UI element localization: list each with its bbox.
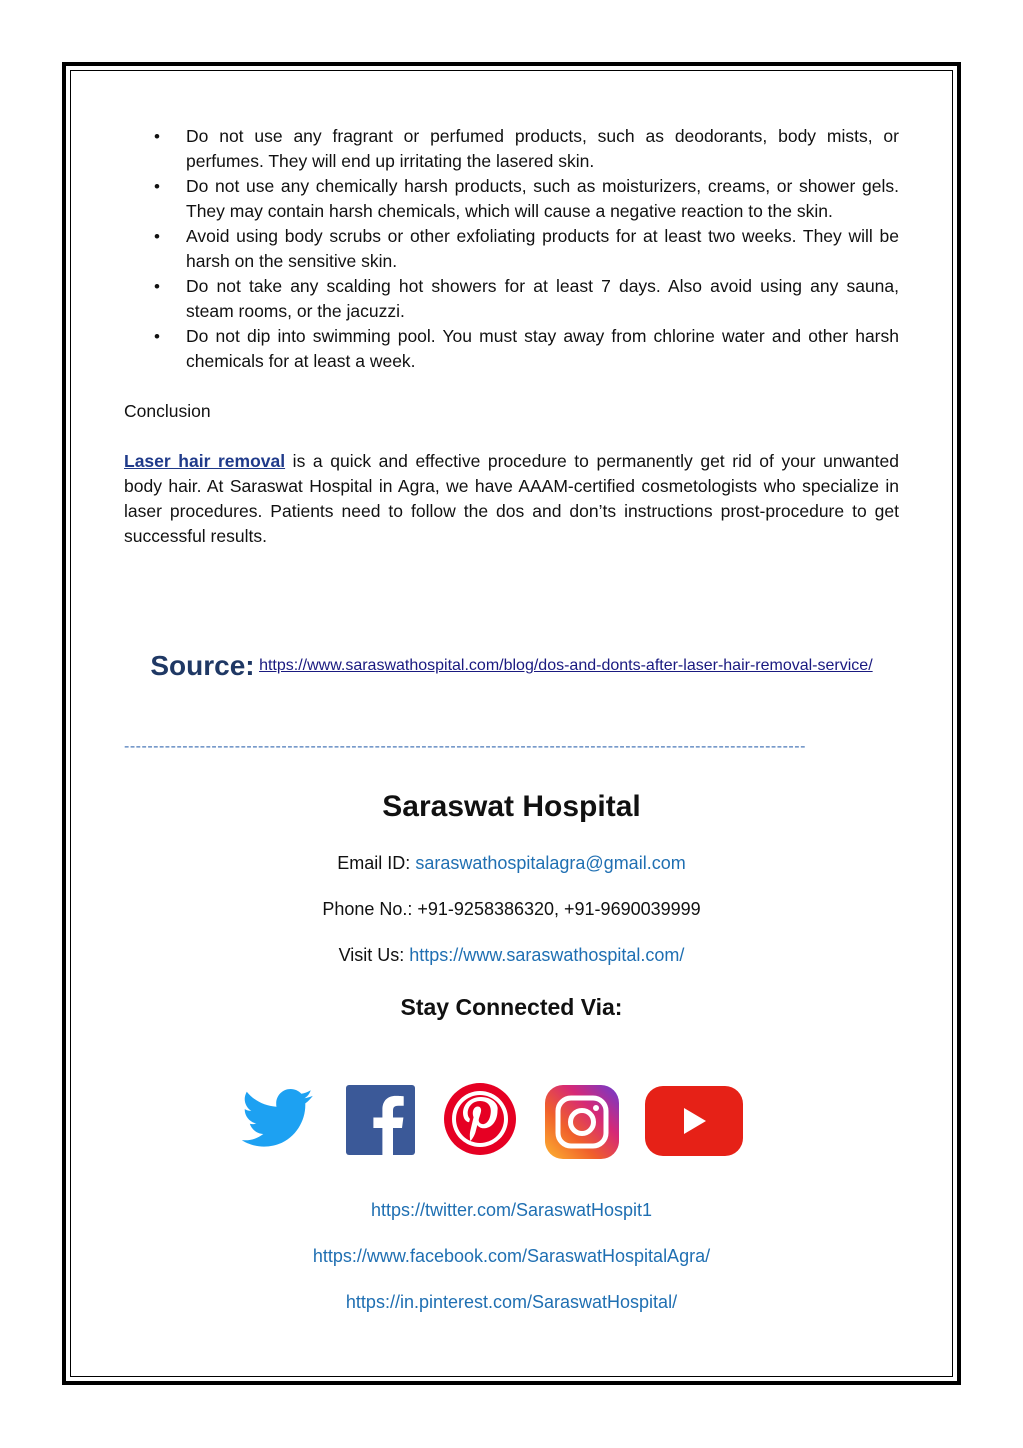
list-item: • Do not use any chemically harsh products, such as moisturizers, creams, or shower gels. They may contain harsh chemicals, which will cause a negative reaction to the skin. bbox=[124, 174, 899, 224]
phone-numbers: +91-9258386320, +91-9690039999 bbox=[417, 899, 701, 919]
pinterest-link[interactable]: https://in.pinterest.com/SaraswatHospital/ bbox=[345, 1292, 678, 1312]
list-item: • Do not dip into swimming pool. You must stay away from chlorine water and other harsh chemicals for at least a week. bbox=[124, 324, 899, 374]
stay-connected-heading: Stay Connected Via: bbox=[400, 994, 623, 1020]
email-link[interactable]: saraswathospitalagra@gmail.com bbox=[415, 853, 686, 873]
phone-label: Phone No.: bbox=[322, 899, 418, 919]
source-label: Source: bbox=[150, 650, 255, 681]
twitter-link[interactable]: https://twitter.com/SaraswatHospit1 bbox=[370, 1200, 653, 1220]
website-link[interactable]: https://www.saraswathospital.com/ bbox=[409, 945, 685, 965]
twitter-icon[interactable] bbox=[242, 1089, 314, 1149]
youtube-icon[interactable] bbox=[645, 1086, 743, 1156]
conclusion-text: is a quick and effective procedure to permanently get rid of your unwanted body hair. At Saraswat Hospital in Agra, we have AAAM-certified cosmetologists who specialize in laser procedures. Patients need to follow the dos and don’ts instructions prost-procedure to get successful results. bbox=[124, 451, 899, 546]
phone-line bbox=[124, 899, 899, 920]
visit-label: Visit Us: bbox=[338, 945, 410, 965]
instagram-icon[interactable] bbox=[545, 1085, 619, 1159]
social-icons bbox=[124, 1083, 899, 1163]
article-body bbox=[124, 124, 899, 549]
email-line bbox=[124, 853, 899, 874]
conclusion-heading: Conclusion bbox=[124, 401, 211, 421]
divider: --------------------------------------------------------------------------------------------------------------------- bbox=[124, 738, 806, 755]
conclusion-paragraph bbox=[124, 449, 899, 549]
source-block bbox=[124, 650, 899, 682]
list-item: • Avoid using body scrubs or other exfoliating products for at least two weeks. They will be harsh on the sensitive skin. bbox=[124, 224, 899, 274]
facebook-icon[interactable] bbox=[346, 1085, 415, 1155]
email-label: Email ID: bbox=[337, 853, 416, 873]
hospital-name: Saraswat Hospital bbox=[382, 790, 641, 823]
list-item: • Do not use any fragrant or perfumed products, such as deodorants, body mists, or perfumes. They will end up irritating the lasered skin. bbox=[124, 124, 899, 174]
website-line bbox=[124, 945, 899, 966]
list-item: • Do not take any scalding hot showers for at least 7 days. Also avoid using any sauna, steam rooms, or the jacuzzi. bbox=[124, 274, 899, 324]
source-link[interactable]: https://www.saraswathospital.com/blog/dos-and-donts-after-laser-hair-removal-service/ bbox=[259, 657, 873, 675]
facebook-link[interactable]: https://www.facebook.com/SaraswatHospitalAgra/ bbox=[312, 1246, 711, 1266]
laser-hair-removal-link[interactable]: Laser hair removal bbox=[124, 451, 286, 471]
aftercare-list bbox=[124, 124, 899, 374]
pinterest-icon[interactable] bbox=[444, 1083, 516, 1155]
